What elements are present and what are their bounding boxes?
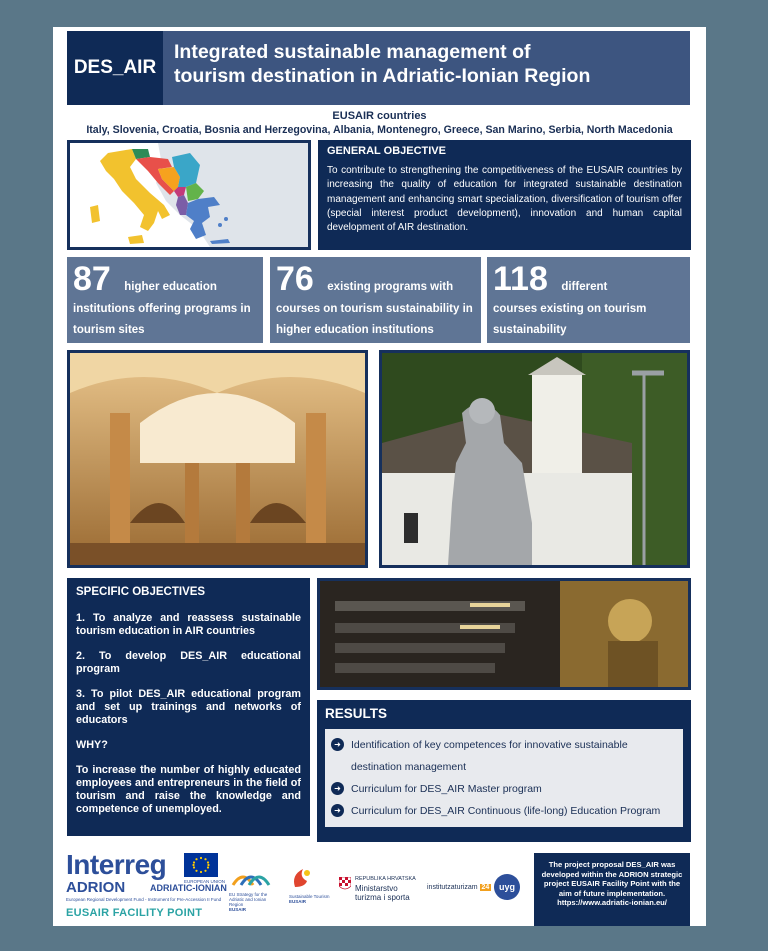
stat-box-courses xyxy=(487,257,690,343)
photo-university-hall xyxy=(67,350,368,568)
why-text: To increase the number of highly educated employees and entrepreneurs in the field of tourism and raise the knowledge and competence of unemployed. xyxy=(76,764,301,815)
institute-logo xyxy=(427,884,491,891)
objective-item: 2. To develop DES_AIR educational program xyxy=(76,650,301,675)
stat-headline: existing programs with xyxy=(327,281,454,293)
project-tag: DES_AIR xyxy=(67,31,163,105)
tourism-tag: EUSAIR xyxy=(289,899,307,904)
poster xyxy=(53,27,706,926)
stat-headline: higher education xyxy=(124,281,217,293)
croatia-coat-of-arms-icon xyxy=(339,877,351,892)
eu-stars-icon xyxy=(184,853,218,877)
countries-list: Italy, Slovenia, Croatia, Bosnia and Herzegovina, Albania, Montenegro, Greece, San Marino, Serbia, North Macedonia xyxy=(86,124,673,136)
photo-museum xyxy=(317,578,691,690)
results-list xyxy=(325,729,683,827)
institute-badge: 24 xyxy=(481,884,490,891)
page-title xyxy=(174,40,684,88)
general-objective-title: GENERAL OBJECTIVE xyxy=(327,145,446,157)
museum-image xyxy=(320,581,688,687)
arrow-bullet-icon: ➜ xyxy=(331,738,344,751)
photo-statue xyxy=(379,350,690,568)
result-item xyxy=(331,800,677,822)
arrow-bullet-icon: ➜ xyxy=(331,804,344,817)
title-line-1: Integrated sustainable management of xyxy=(174,41,531,63)
ministry-name: Ministarstvo xyxy=(355,884,398,893)
specific-objectives-title: SPECIFIC OBJECTIVES xyxy=(76,586,206,598)
stat-number: 76 xyxy=(276,260,314,298)
region-map xyxy=(67,140,311,250)
stat-number: 87 xyxy=(73,260,111,298)
strategy-logo xyxy=(229,867,273,912)
adriatic-ionian-text: ADRIATIC-IONIAN xyxy=(150,883,227,893)
ministry-logo xyxy=(355,875,416,902)
result-text: Curriculum for DES_AIR Master program xyxy=(351,783,542,795)
general-objective-text: To contribute to strengthening the competitiveness of the EUSAIR countries by increasing the quality of education for integrated sustainable destination management and enhancing smart specialization, diversification of tourism offer (special interest product development), innovation and human capital development of AIR destination. xyxy=(327,165,682,234)
eu-flag-icon xyxy=(184,853,218,877)
eu-label: EUROPEAN UNION xyxy=(184,879,226,884)
hall-image xyxy=(70,353,365,565)
stat-description: courses on tourism sustainability in higher education institutions xyxy=(276,303,473,336)
result-text: Curriculum for DES_AIR Continuous (life-long) Education Program xyxy=(351,805,661,817)
stat-box-institutions xyxy=(67,257,263,343)
strategy-waves-icon xyxy=(229,867,273,887)
sustainable-tourism-logo xyxy=(289,867,337,904)
result-text: Identification of key competences for innovative sustainable destination management xyxy=(351,739,628,773)
stat-headline: different xyxy=(561,281,608,293)
stat-description: courses existing on tourism sustainability xyxy=(493,303,647,336)
objective-item: 1. To analyze and reassess sustainable tourism education in AIR countries xyxy=(76,612,301,637)
interreg-logo: Interreg xyxy=(66,849,167,880)
region-map-graphic xyxy=(70,143,308,247)
adrion-logo-text: ADRION xyxy=(66,879,126,896)
specific-objectives-panel xyxy=(67,578,310,836)
facility-point-logo: EUSAIR FACILITY POINT xyxy=(66,907,203,919)
result-item xyxy=(331,778,677,800)
stat-box-programs xyxy=(270,257,481,343)
tourism-label: Sustainable Tourism xyxy=(289,894,330,899)
result-item xyxy=(331,734,677,778)
results-panel xyxy=(317,700,691,842)
statue-image xyxy=(382,353,687,565)
ministry-department: turizma i sporta xyxy=(355,893,410,902)
arrow-bullet-icon: ➜ xyxy=(331,782,344,795)
strategy-tag: EUSAIR xyxy=(229,907,247,912)
checkerboard-shield-icon xyxy=(339,877,351,892)
countries-title: EUSAIR countries xyxy=(332,110,427,122)
fund-text: European Regional Development Fund - Instrument for Pre-Accession II Fund xyxy=(66,897,222,902)
strategy-label: EU Strategy for the Adriatic and Ionian Region xyxy=(229,892,268,907)
stat-number: 118 xyxy=(493,260,548,298)
tourism-flame-icon xyxy=(289,867,313,889)
project-note: The project proposal DES_AIR was developed within the ADRION strategic project EUSAIR Facility Point with the aim of future implementation. https://www.adriatic-ionian.eu/ xyxy=(534,853,690,926)
stat-description: institutions offering programs in tourism sites xyxy=(73,303,251,336)
general-objective-panel xyxy=(318,140,691,250)
why-title: WHY? xyxy=(76,739,108,751)
ministry-country: REPUBLIKA HRVATSKA xyxy=(355,876,416,882)
institute-name: institutzaturizam xyxy=(427,884,478,891)
results-title: RESULTS xyxy=(325,706,388,721)
title-line-2: tourism destination in Adriatic-Ionian Region xyxy=(174,65,591,87)
uyg-logo: uyg xyxy=(494,874,520,900)
objective-item: 3. To pilot DES_AIR educational program and set up trainings and networks of educators xyxy=(76,688,301,726)
